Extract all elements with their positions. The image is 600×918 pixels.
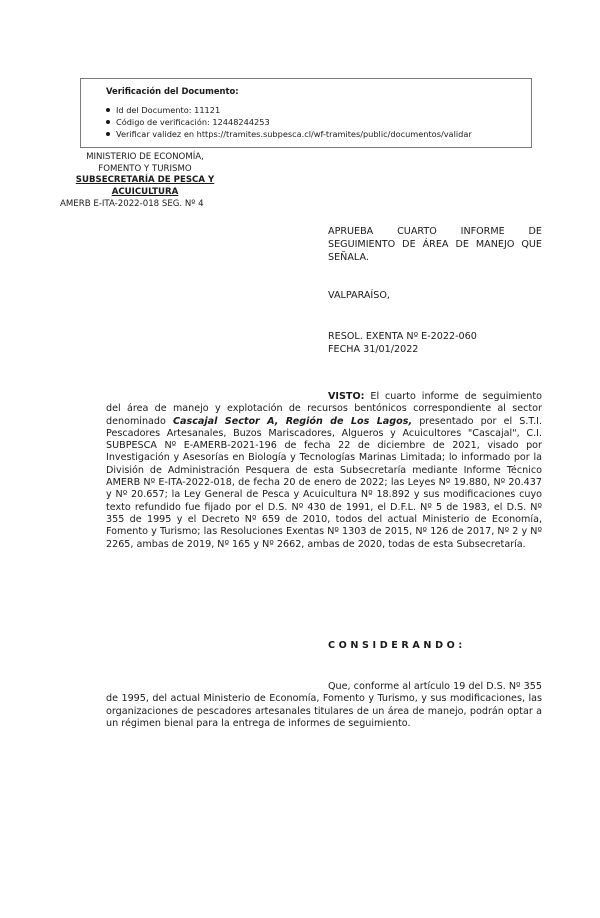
subsecretaria-line-2: ACUICULTURA (111, 186, 179, 197)
resolution-date: FECHA 31/01/2022 (328, 344, 419, 355)
ministry-header (40, 152, 250, 211)
visto-label: VISTO: (328, 391, 365, 402)
ministry-line-2: FOMENTO Y TURISMO (98, 163, 192, 174)
visto-sector: Cascajal Sector A, Región de Los Lagos, (172, 415, 413, 427)
visto-paragraph (106, 391, 542, 551)
verification-item-code: Código de verificación: 12448244253 (106, 116, 472, 128)
considerando-paragraph-1: Que, conforme al artículo 19 del D.S. Nº 355 de 1995, del actual Ministerio de Economía, Fomento y Turismo, y sus modificaciones, las organizaciones de pescadores artesanales titulares de un área de manejo, podrán optar a un régimen bienal para la entrega de informes de seguimiento. (106, 681, 542, 729)
amerb-reference: AMERB E-ITA-2022-018 SEG. Nº 4 (60, 199, 204, 209)
bullet-icon (106, 132, 110, 136)
resolution-number: RESOL. EXENTA Nº E-2022-060 (328, 331, 477, 342)
subsecretaria-line-1: SUBSECRETARÍA DE PESCA Y (75, 175, 215, 185)
verification-item-url[interactable]: Verificar validez en https://tramites.subpesca.cl/wf-tramites/public/documentos/validar (106, 128, 472, 140)
verification-title: Verificación del Documento: (106, 86, 239, 96)
visto-text-1: El cuarto informe de seguimiento del área de manejo y explotación de recursos bentónicos correspondiente al sector denominado (106, 391, 542, 427)
bullet-icon (106, 120, 110, 124)
ministry-line-1: MINISTERIO DE ECONOMÍA, (86, 152, 204, 162)
visto-text-2: presentado por el S.T.I. Pescadores Artesanales, Buzos Mariscadores, Algueros y Acuicultores "Cascajal", C.I. SUBPESCA Nº E-AMERB-2021-196 de fecha 22 de diciembre de 2021, visado por Investigación y Asesorías en Biología y Tecnologías Marinas Limitada; lo informado por la División de Administración Pesquera de esta Subsecretaría mediante Informe Técnico AMERB Nº E-ITA-2022-018, de fecha 20 de enero de 2022; las Leyes Nº 19.880, Nº 20.437 y Nº 20.657; la Ley General de Pesca y Acuicultura Nº 18.892 y sus modificaciones cuyo texto refundido fue fijado por el D.S. Nº 430 de 1991, el D.F.L. Nº 5 de 1983, el D.S. Nº 355 de 1995 y el Decreto Nº 659 de 2010, todos del actual Ministerio de Economía, Fomento y Turismo; las Resoluciones Exentas Nº 1303 de 2015, Nº 126 de 2017, Nº 2 y Nº 2265, ambas de 2019, Nº 165 y Nº 2662, ambas de 2020, todas de esta Subsecretaría. (106, 415, 543, 550)
verification-list (106, 104, 472, 140)
resolution-city: VALPARAÍSO, (328, 290, 390, 301)
bullet-icon (106, 108, 110, 112)
resolution-title: APRUEBA CUARTO INFORME DE SEGUIMIENTO DE ÁREA DE MANEJO QUE SEÑALA. (328, 226, 542, 263)
verification-box (80, 78, 532, 148)
considerando-heading: CONSIDERANDO: (328, 640, 466, 651)
resolution-number-block (328, 330, 542, 356)
verification-item-id: Id del Documento: 11121 (106, 104, 472, 116)
